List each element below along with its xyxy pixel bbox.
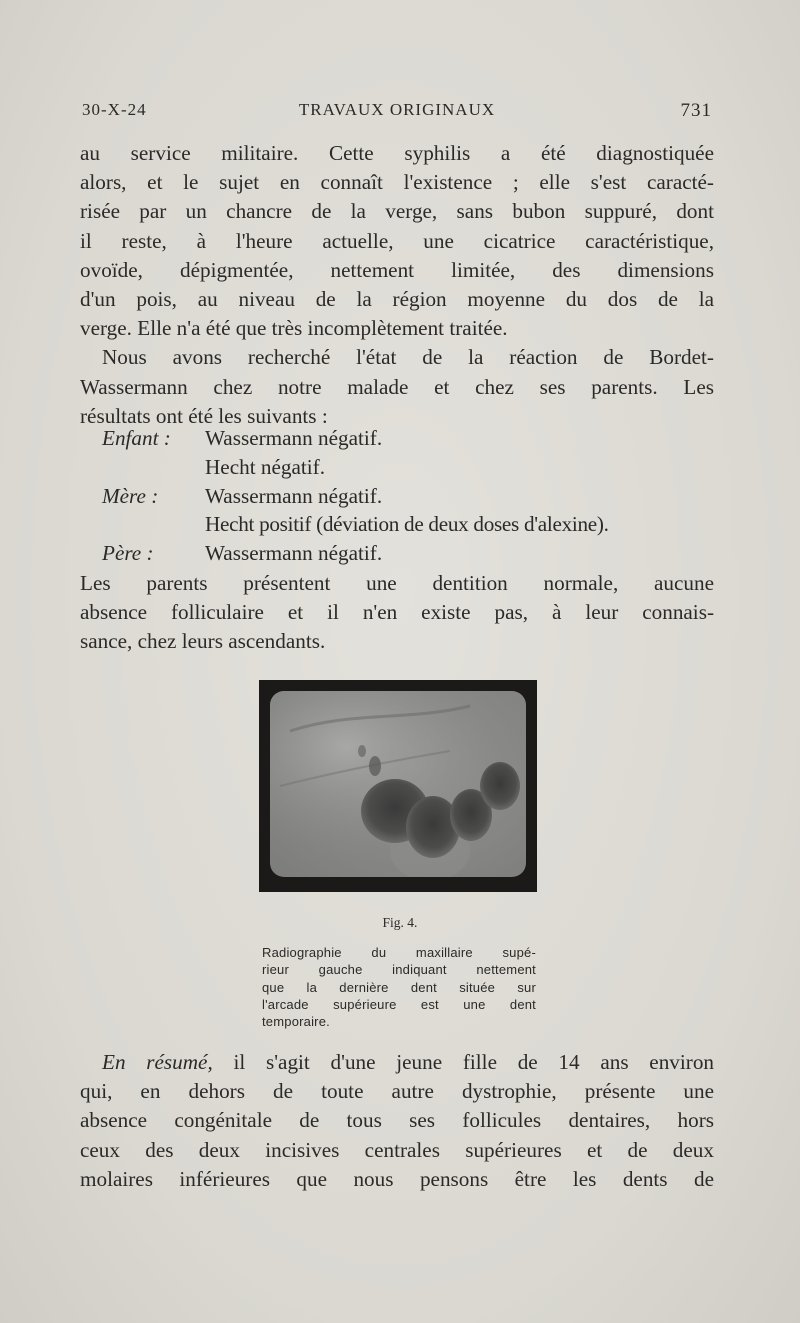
text-line: molaires inférieures que nous pensons être les dents de [80, 1166, 714, 1191]
legend-line: temporaire. [262, 1014, 330, 1030]
tooth-shadow-icon [480, 762, 520, 810]
result-label: Père : [102, 541, 154, 565]
text-line: absence congénitale de tous ses follicules dentaires, hors [80, 1108, 714, 1133]
text-line: il reste, à l'heure actuelle, une cicatrice caractéristique, [80, 228, 714, 253]
text-line: d'un pois, au niveau de la région moyenne du dos de la [80, 286, 714, 311]
paragraph-syphilis-history [80, 139, 714, 431]
page-number: 731 [680, 100, 712, 121]
legend-line: que la dernière dent située sur [262, 979, 536, 995]
text-line: au service militaire. Cette syphilis a été diagnostiquée [80, 141, 714, 165]
figure-label: Fig. 4. [382, 915, 418, 930]
text-line: Wassermann chez notre malade et chez ses parents. Les [80, 374, 714, 399]
result-value: Wassermann négatif. [205, 484, 383, 508]
result-value: Hecht positif (déviation de deux doses d'alexine). [205, 512, 609, 536]
paragraph-parents-dentition [80, 569, 714, 657]
text-line: sance, chez leurs ascendants. [80, 629, 326, 654]
result-value: Wassermann négatif. [205, 541, 383, 565]
text-line: verge. Elle n'a été que très incomplètement traitée. [80, 316, 508, 341]
result-value: Wassermann négatif. [205, 426, 383, 450]
summary-lead: En résumé, [102, 1050, 213, 1074]
legend-line: rieur gauche indiquant nettement [262, 962, 536, 978]
running-head [82, 100, 712, 126]
legend-line: l'arcade supérieure est une dent [262, 996, 536, 1012]
text-line: alors, et le sujet en connaît l'existence ; elle s'est caracté- [80, 170, 714, 195]
text-line: absence folliculaire et il n'en existe pas, à leur connais- [80, 600, 714, 625]
radiograph-image [259, 680, 537, 892]
summary-text: il s'agit d'une jeune fille de 14 ans environ [233, 1050, 715, 1074]
journal-section-title: TRAVAUX ORIGINAUX [298, 100, 496, 119]
radiograph-graphic [270, 691, 526, 877]
result-label: Mère : [102, 484, 159, 508]
text-line [80, 1048, 714, 1077]
legend-line: Radiographie du maxillaire supé- [262, 945, 536, 960]
issue-date: 30-X-24 [82, 100, 147, 119]
result-value: Hecht négatif. [205, 455, 326, 479]
text-line: Nous avons recherché l'état de la réaction de Bordet- [102, 345, 714, 370]
text-line: résultats ont été les suivants : [80, 403, 328, 428]
text-line: ceux des deux incisives centrales supérieures et de deux [80, 1137, 714, 1162]
figure-legend [262, 944, 536, 1030]
text-line: risée par un chancre de la verge, sans bubon suppuré, dont [80, 199, 714, 224]
text-line: Les parents présentent une dentition normale, aucune [80, 571, 714, 595]
paragraph-summary [80, 1048, 714, 1194]
text-line: ovoïde, dépigmentée, nettement limitée, des dimensions [80, 257, 714, 282]
text-line: qui, en dehors de toute autre dystrophie, présente une [80, 1079, 714, 1104]
result-label: Enfant : [102, 426, 171, 450]
